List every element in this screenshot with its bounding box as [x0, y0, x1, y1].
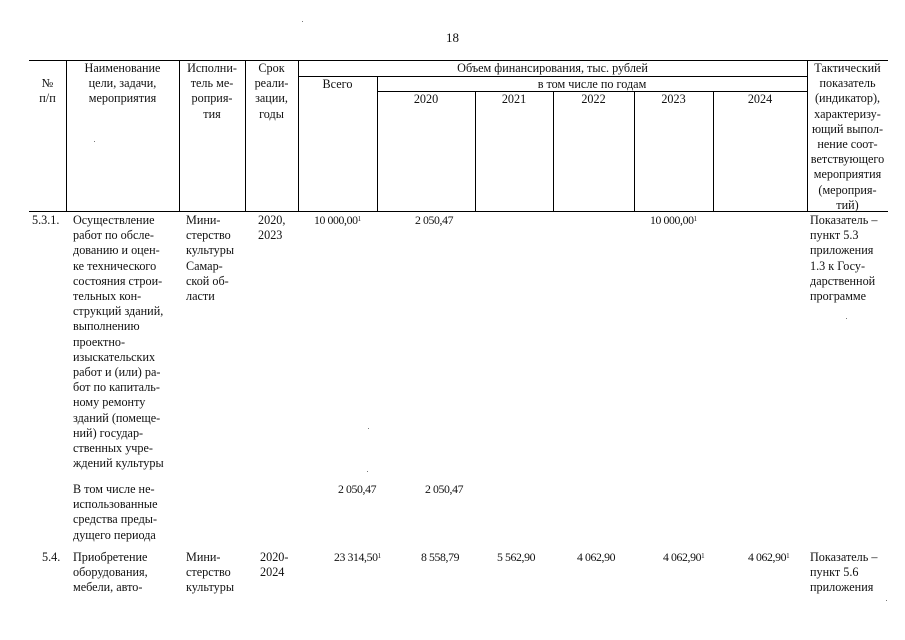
- row-531-2020: 2 050,47: [415, 213, 454, 227]
- row-531-2023: 10 000,00$^1$: [650, 213, 697, 227]
- row-54-2021: 5 562,90: [497, 550, 536, 564]
- row-54-num: 5.4.: [42, 550, 61, 564]
- col-border: [553, 91, 554, 212]
- header-num: № п/п: [39, 76, 56, 106]
- row-54-2023: 4 062,90$^1$: [663, 550, 705, 564]
- header-executor: Исполни- тель ме- роприя- тия: [187, 61, 237, 121]
- header-financing-title: Объем финансирования, тыс. рублей: [457, 61, 648, 75]
- scan-speck: [94, 141, 95, 142]
- row-unused-total: 2 050,47: [338, 482, 377, 496]
- scan-speck: [846, 318, 847, 319]
- scan-speck: [886, 600, 887, 601]
- row-531-name: Осуществление работ по обсле- дованию и оцен- ке технического состояния строи- тельных кон- струкций зданий, выполнению проектно- изыскательских работ и (или) ра- бот по капиталь- ному ремонту зданий (помеще- ний) государ- ственных учре- ждений культуры: [73, 213, 164, 471]
- row-531-num: 5.3.1.: [32, 213, 60, 227]
- row-54-2022: 4 062,90: [577, 550, 616, 564]
- header-year-2020: 2020: [413, 92, 439, 106]
- row-54-2024: 4 062,90$^1$: [748, 550, 790, 564]
- page-number: 18: [446, 30, 459, 45]
- col-border: [634, 91, 635, 212]
- header-year-2022: 2022: [581, 92, 606, 106]
- row-54-total: 23 314,50$^1$: [334, 550, 381, 564]
- row-54-indicator: Показатель – пункт 5.6 приложения: [810, 550, 878, 595]
- header-year-2023: 2023: [661, 92, 686, 106]
- col-border: [475, 91, 476, 212]
- header-by-years: в том числе по годам: [537, 77, 647, 91]
- col-border: [713, 91, 714, 212]
- header-indicator: Тактический показатель (индикатор), характеризу- ющий выпол- нение соот- ветствующего мероприятия (мероприя- тий): [810, 61, 885, 212]
- scan-speck: [368, 428, 369, 429]
- header-year-2021: 2021: [501, 92, 527, 106]
- row-unused-name: В том числе не- использованные средства преды- дущего периода: [73, 482, 158, 542]
- row-54-term: 2020- 2024: [260, 550, 289, 580]
- row-54-executor: Мини- стерство культуры: [186, 550, 235, 595]
- row-531-indicator: Показатель – пункт 5.3 приложения 1.3 к Госу- дарственной программе: [810, 213, 878, 304]
- header-term: Срок реали- зации, годы: [254, 61, 289, 121]
- scan-speck: [302, 21, 303, 22]
- header-total: Всего: [322, 77, 353, 91]
- row-531-executor: Мини- стерство культуры Самар- ской об- ласти: [186, 213, 235, 304]
- row-531-term: 2020, 2023: [258, 213, 286, 243]
- row-54-2020: 8 558,79: [421, 550, 460, 564]
- row-531-total: 10 000,00$^1$: [314, 213, 361, 227]
- header-year-2024: 2024: [747, 92, 773, 106]
- scan-speck: [367, 471, 368, 472]
- header-name: Наименование цели, задачи, мероприятия: [84, 61, 161, 106]
- header-bottom-line: [29, 211, 888, 212]
- row-unused-2020: 2 050,47: [425, 482, 464, 496]
- row-54-name: Приобретение оборудования, мебели, авто-: [73, 550, 148, 595]
